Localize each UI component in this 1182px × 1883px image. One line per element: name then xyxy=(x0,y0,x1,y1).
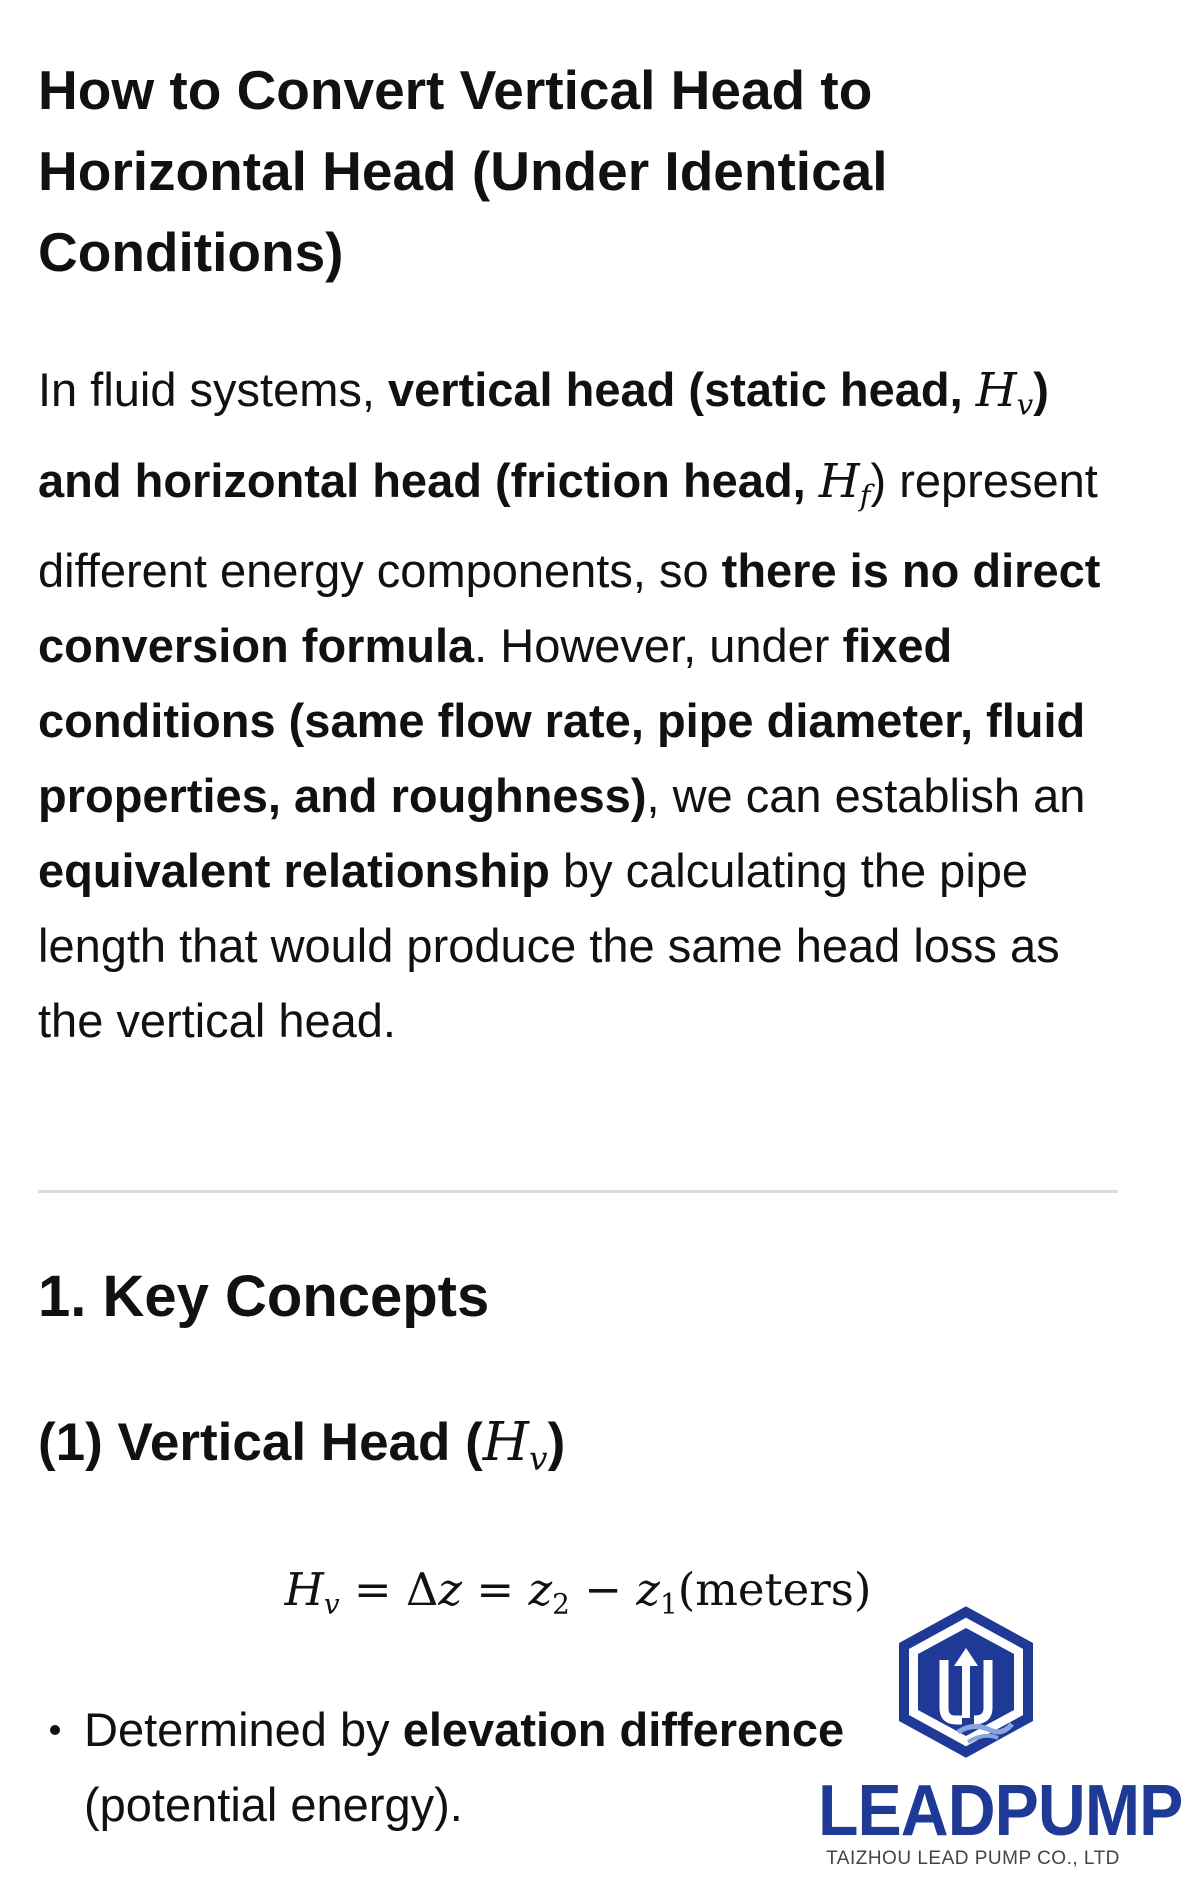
hf-subscript: f xyxy=(859,478,871,513)
section-heading-key-concepts: 1. Key Concepts xyxy=(38,1264,490,1329)
subsection-text: ) xyxy=(547,1413,566,1472)
brand-name: LEADPUMP xyxy=(818,1771,1182,1851)
intro-bold-text: vertical head (static head, xyxy=(388,363,976,416)
intro-bold-horizontal-head xyxy=(134,453,871,513)
formula-lhs-sub: v xyxy=(323,1587,340,1621)
hf-letter: H xyxy=(818,453,860,509)
formula-operator: = xyxy=(462,1563,529,1616)
formula-subscript: 1 xyxy=(659,1587,678,1621)
intro-bold-close: ) and xyxy=(38,363,1049,507)
bullet-text: Determined by xyxy=(84,1703,403,1756)
hv-subscript: v xyxy=(529,1438,548,1478)
hv-symbol xyxy=(482,1412,548,1478)
subsection-text: (1) Vertical Head ( xyxy=(38,1413,483,1472)
hv-subscript: v xyxy=(1016,387,1034,422)
intro-text: by calculating the pipe length that would produce the same head loss as the vertical head. xyxy=(38,844,1060,1048)
company-name: TAIZHOU LEAD PUMP CO., LTD xyxy=(826,1848,1120,1869)
formula-operator: − xyxy=(569,1563,637,1616)
page-title: How to Convert Vertical Head to Horizontal Head (Under Identical Conditions) xyxy=(38,59,888,283)
intro-bold-fixed-conditions: fixed conditions (same flow rate, pipe diameter, fluid properties, and roughness) xyxy=(38,619,1086,823)
intro-bold-text: horizontal head (friction head, xyxy=(134,453,819,507)
formula-var: z xyxy=(636,1563,660,1616)
intro-text: . However, under xyxy=(474,619,843,673)
formula-lhs: H xyxy=(284,1563,324,1616)
section-divider xyxy=(38,1190,1118,1193)
leadpump-watermark xyxy=(818,1608,1182,1878)
subsection-heading-vertical-head xyxy=(38,1410,565,1492)
leadpump-logo-icon xyxy=(898,1608,1034,1758)
hv-letter: H xyxy=(975,363,1017,418)
intro-bold-no-formula: there is no direct conversion formula xyxy=(38,544,1101,673)
intro-text: , we can establish an xyxy=(646,769,1086,823)
bullet-dot xyxy=(50,1725,60,1735)
formula-var: z xyxy=(438,1563,463,1616)
bullet-bold: elevation difference xyxy=(402,1703,845,1756)
formula-unit: (meters) xyxy=(677,1563,872,1616)
intro-bold-equivalent: equivalent relationship xyxy=(38,844,550,898)
intro-paragraph xyxy=(38,352,1118,1058)
hv-symbol xyxy=(975,363,1034,422)
intro-text: In fluid systems, xyxy=(38,363,388,416)
hv-letter: H xyxy=(482,1412,530,1473)
formula-subscript: 2 xyxy=(552,1587,570,1621)
intro-text: ) represent different energy components, so xyxy=(38,453,1098,598)
hf-symbol xyxy=(818,453,871,513)
bullet-text: (potential energy). xyxy=(84,1778,463,1831)
formula-operator: = Δ xyxy=(339,1563,439,1616)
formula-var: z xyxy=(528,1563,553,1616)
